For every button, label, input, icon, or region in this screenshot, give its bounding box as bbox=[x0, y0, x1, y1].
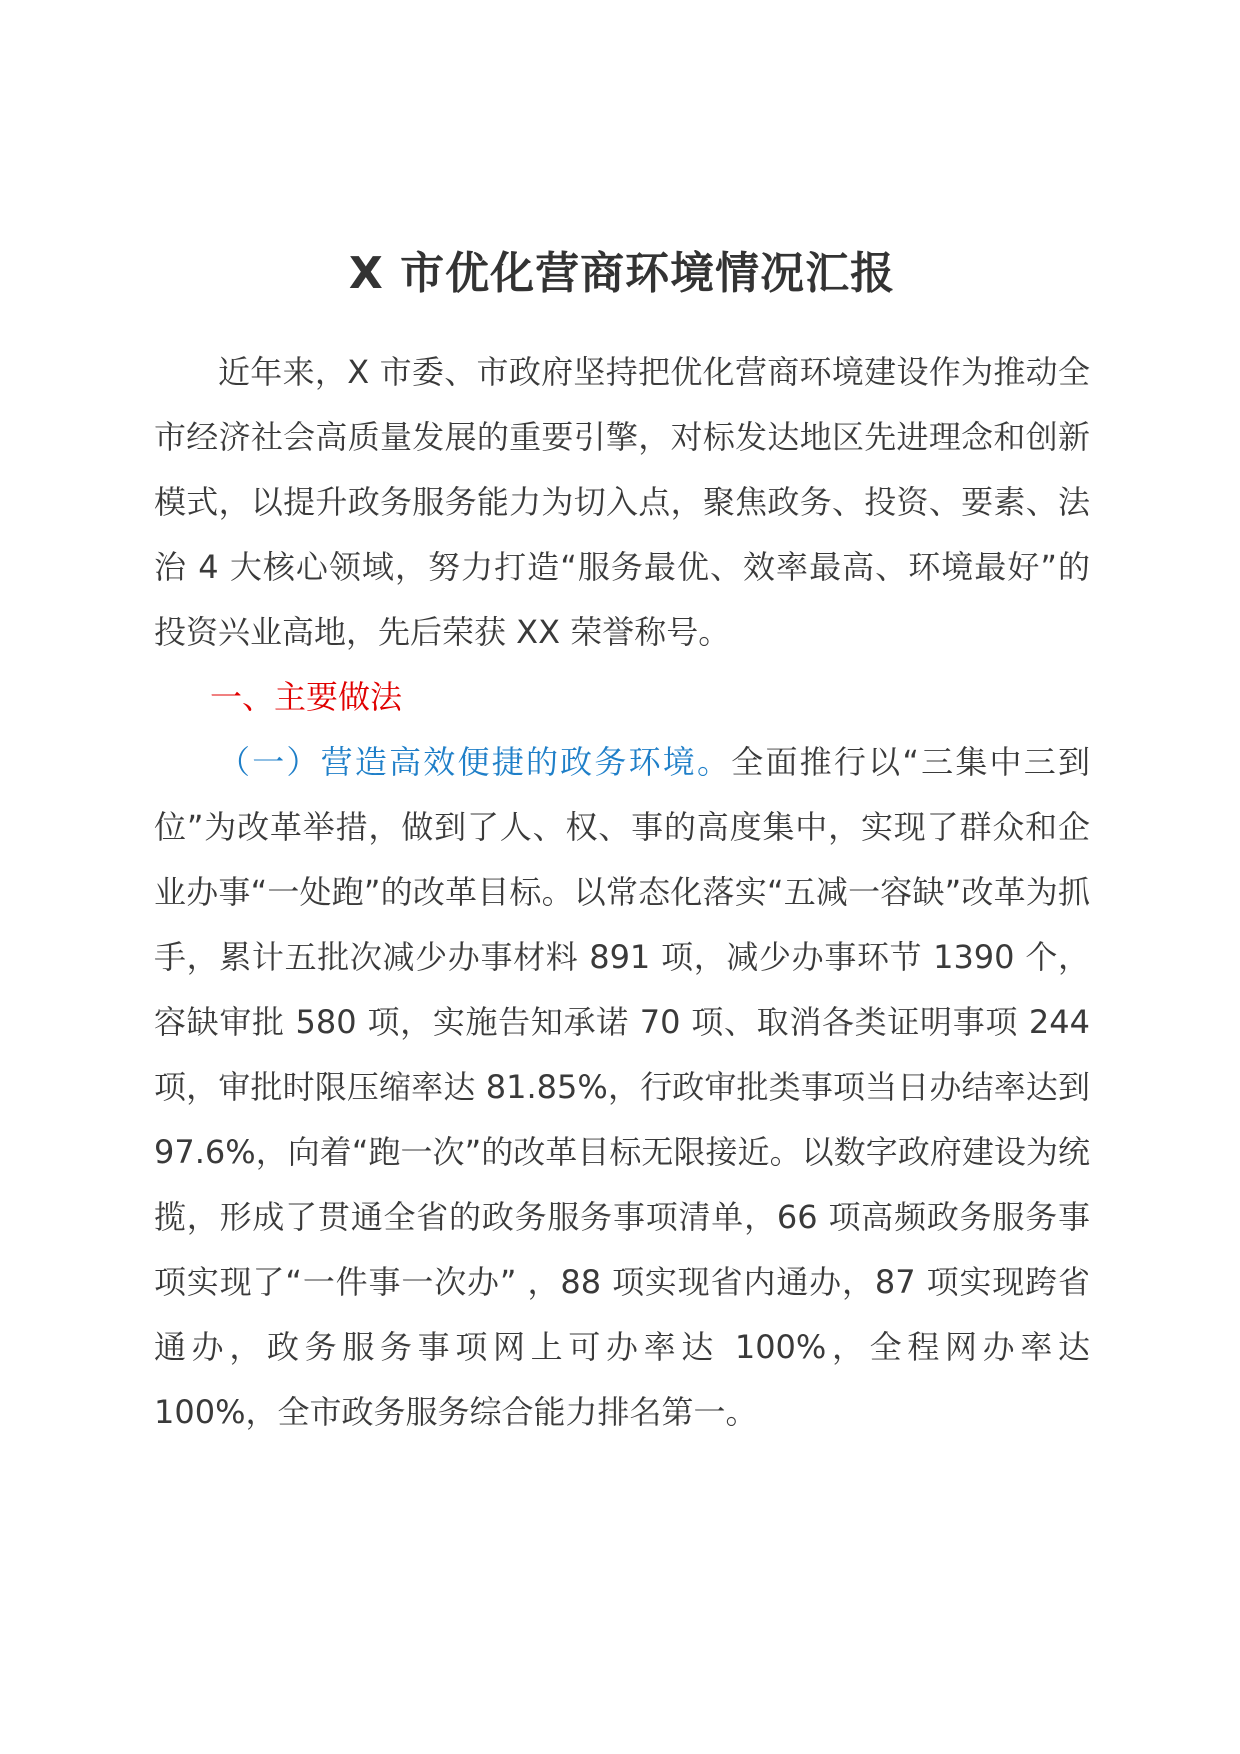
subheading: （一）营造高效便捷的政务环境。 bbox=[218, 743, 732, 781]
document-title: X 市优化营商环境情况汇报 bbox=[348, 248, 896, 299]
section-heading: 一、主要做法 bbox=[210, 678, 403, 716]
intro-paragraph: 近年来，X 市委、市政府坚持把优化营商环境建设作为推动全市经济社会高质量发展的重要引擎，对标发达地区先进理念和创新模式，以提升政务服务能力为切入点，聚焦政务、投资、要素、法治 4 大核心领域，努力打造“服务最优、效率最高、环境最好”的投资兴业高地，先后荣获 XX 荣誉称号。 bbox=[154, 353, 1090, 651]
subheading-body: 全面推行以“三集中三到位”为改革举措，做到了人、权、事的高度集中，实现了群众和企业办事“一处跑”的改革目标。以常态化落实“五减一容缺”改革为抓手，累计五批次减少办事材料 891 项，减少办事环节 1390 个，容缺审批 580 项，实施告知承诺 70 项、取消各类证明事项 244 项，审批时限压缩率达 81.85%，行政审批类事项当日办结率达到 97.6%，向着“跑一次”的改革目标无限接近。以数字政府建设为统揽，形成了贯通全省的政务服务事项清单，66 项高频政务服务事项实现了“一件事一次办” ，88 项实现省内通办，87 项实现跨省通办，政务服务事项网上可办率达 100%，全程网办率达 100%，全市政务服务综合能力排名第一。 bbox=[154, 743, 1090, 1431]
document-page bbox=[154, 0, 1090, 1445]
section-1-item-1-paragraph bbox=[154, 730, 1090, 1445]
